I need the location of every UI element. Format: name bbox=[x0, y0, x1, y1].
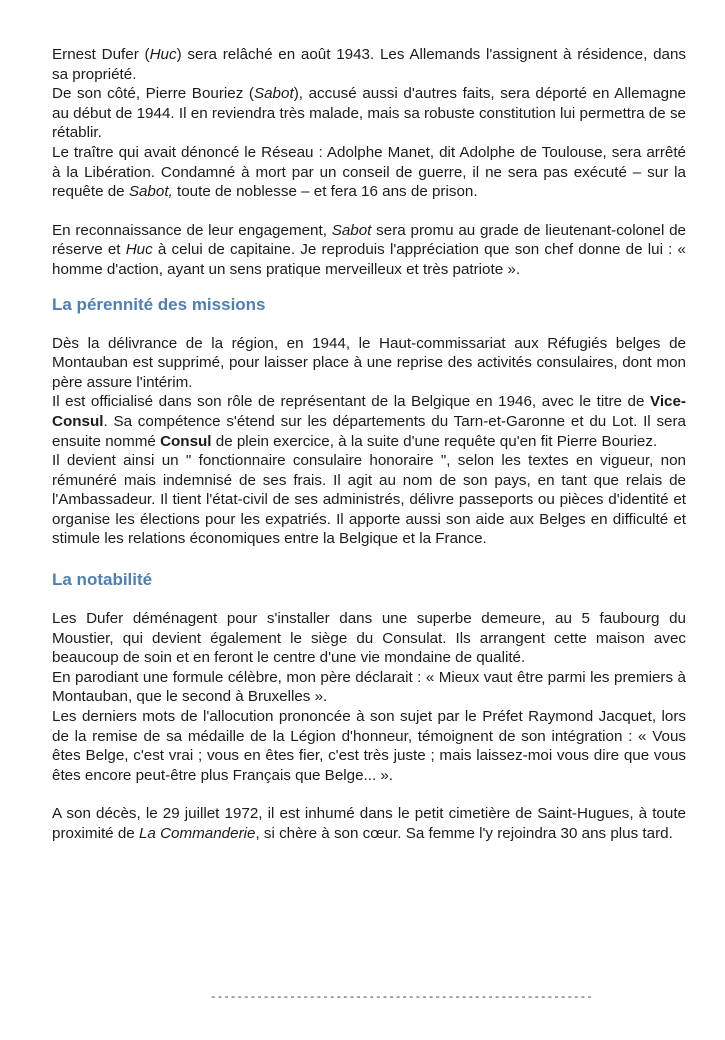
section-heading-notabilite: La notabilité bbox=[52, 570, 153, 590]
footer-dashed-rule: ---------------------------------------------------------- bbox=[210, 992, 593, 1004]
paragraph-traitor: Le traître qui avait dénoncé le Réseau : Adolphe Manet, dit Adolphe de Toulouse, sera arrêté à la Libération. Condamné à mort par un conseil de guerre, il ne sera pas exécuté – sur la requête de Sabot, toute de noblesse – et fera 16 ans de prison. bbox=[52, 143, 686, 201]
paragraph-vice-consul: Il est officialisé dans son rôle de représentant de la Belgique en 1946, avec le titre de Vice-Consul. Sa compétence s'étend sur les départements du Tarn-et-Garonne et du Lot. Il sera ensuite nommé Consul de plein exercice, à la suite d'une requête qu'en fit Pierre Bouriez. bbox=[52, 393, 686, 450]
paragraph-death: A son décès, le 29 juillet 1972, il est inhumé dans le petit cimetière de Saint-Hugues, à toute proximité de La Commanderie, si chère à son cœur. Sa femme l'y rejoindra 30 ans plus tard. bbox=[52, 805, 686, 842]
paragraph-residence: Les Dufer déménagent pour s'installer dans une superbe demeure, au 5 faubourg du Moustier, qui devient également le siège du Consulat. Ils arrangent cette maison avec beaucoup de soin et en feront le centre d'une vie mondaine de qualité. bbox=[52, 610, 686, 667]
paragraph-recognition: En reconnaissance de leur engagement, Sabot sera promu au grade de lieutenant-colonel de réserve et Huc à celui de capitaine. Je reproduis l'appréciation que son chef donne de lui : « homme d'action, ayant un sens pratique merveilleux et très patriote ». bbox=[52, 221, 686, 278]
paragraph-liberation: Dès la délivrance de la région, en 1944, le Haut-commissariat aux Réfugiés belges de Montauban est supprimé, pour laisser place à une reprise des activités consulaires, dont mon père assure l'intérim. bbox=[52, 334, 686, 391]
paragraph-honorary-consul: Il devient ainsi un " fonctionnaire consulaire honoraire ", selon les textes en vigueur, non rémunéré mais indemnisé de ses frais. Il agit au nom de son pays, en tant que relais de l'Ambassadeur. Il tient l'état-civil de ses administrés, délivre passeports ou pièces d'identité et organise les élections pour les expatriés. Il apporte aussi son aide aux Belges en difficulté et stimule les relations économiques entre la Belgique et la France. bbox=[52, 452, 686, 548]
document-body bbox=[52, 45, 686, 844]
paragraph-huc-release: Ernest Dufer (Huc) sera relâché en août 1943. Les Allemands l'assignent à résidence, dans sa propriété. bbox=[52, 46, 686, 83]
paragraph-prefect-speech: Les derniers mots de l'allocution prononcée à son sujet par le Préfet Raymond Jacquet, lors de la remise de sa médaille de la Légion d'honneur, témoignent de son intégration : « Vous êtes Belge, c'est vrai ; vous en êtes fier, c'est très juste ; mais laissez-moi vous dire que vous êtes encore peut-être plus Français que Belge... ». bbox=[52, 708, 686, 784]
paragraph-sabot-deportation: De son côté, Pierre Bouriez (Sabot), accusé aussi d'autres faits, sera déporté en Allemagne au début de 1944. Il en reviendra très malade, mais sa robuste constitution lui permettra de se rétablir. bbox=[52, 85, 686, 142]
paragraph-quote-father: En parodiant une formule célèbre, mon père déclarait : « Mieux vaut être parmi les premiers à Montauban, que le second à Bruxelles ». bbox=[52, 668, 686, 706]
section-heading-perennite: La pérennité des missions bbox=[52, 294, 266, 314]
